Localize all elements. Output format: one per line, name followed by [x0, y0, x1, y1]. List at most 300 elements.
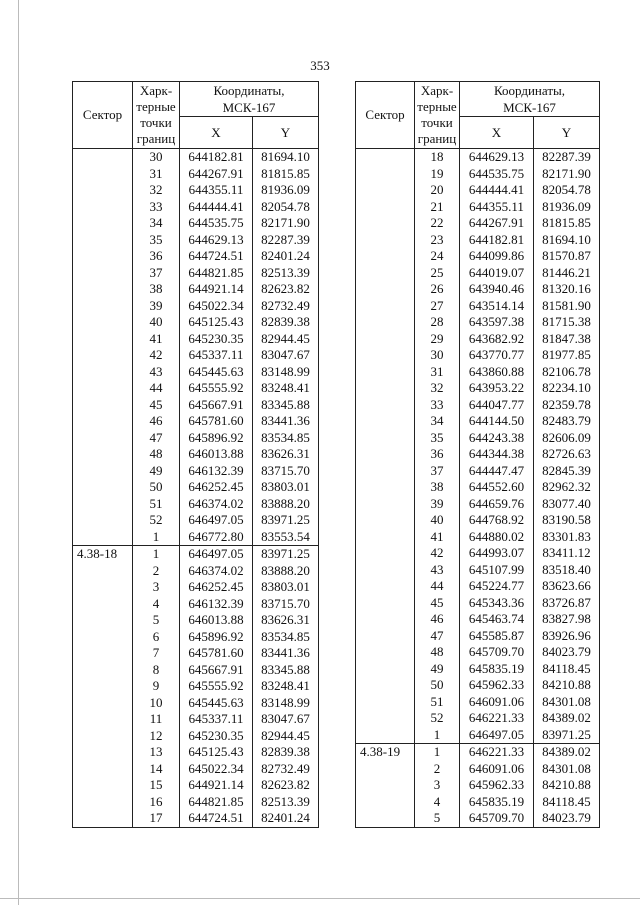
sector-cell	[356, 298, 415, 315]
y-cell: 83926.96	[534, 628, 600, 645]
table-row	[356, 364, 600, 381]
table-row	[73, 314, 319, 331]
table-row	[73, 248, 319, 265]
table-row	[73, 777, 319, 794]
table-row	[356, 265, 600, 282]
sector-cell	[73, 579, 133, 596]
x-cell: 644724.51	[180, 810, 253, 827]
table-row	[356, 479, 600, 496]
y-cell: 82513.39	[253, 794, 319, 811]
sector-cell	[73, 529, 133, 546]
x-cell: 645343.36	[460, 595, 534, 612]
table-row	[73, 430, 319, 447]
x-cell: 644629.13	[180, 232, 253, 249]
point-cell: 47	[415, 628, 460, 645]
sector-cell	[356, 232, 415, 249]
y-cell: 84210.88	[534, 777, 600, 794]
y-cell: 83534.85	[253, 430, 319, 447]
point-cell: 40	[133, 314, 180, 331]
x-cell: 644921.14	[180, 777, 253, 794]
sector-cell	[73, 695, 133, 712]
x-cell: 644182.81	[460, 232, 534, 249]
x-cell: 643860.88	[460, 364, 534, 381]
point-cell: 17	[133, 810, 180, 827]
sector-cell	[356, 166, 415, 183]
table-row	[356, 215, 600, 232]
page-left-edge	[18, 0, 19, 905]
table-row	[73, 347, 319, 364]
x-cell: 645667.91	[180, 397, 253, 414]
sector-cell	[73, 397, 133, 414]
y-cell: 82234.10	[534, 380, 600, 397]
table-row	[73, 149, 319, 166]
y-cell: 83148.99	[253, 695, 319, 712]
y-cell: 84023.79	[534, 810, 600, 827]
x-cell: 645445.63	[180, 364, 253, 381]
table-row	[356, 677, 600, 694]
y-cell: 83411.12	[534, 545, 600, 562]
x-cell: 644344.38	[460, 446, 534, 463]
table-row	[73, 728, 319, 745]
point-cell: 30	[415, 347, 460, 364]
sector-cell	[356, 380, 415, 397]
sector-cell	[73, 463, 133, 480]
x-cell: 645022.34	[180, 298, 253, 315]
point-cell: 24	[415, 248, 460, 265]
y-cell: 83441.36	[253, 645, 319, 662]
sector-cell	[73, 380, 133, 397]
point-cell: 5	[415, 810, 460, 827]
sector-cell	[356, 677, 415, 694]
x-cell: 645585.87	[460, 628, 534, 645]
point-cell: 50	[133, 479, 180, 496]
x-cell: 643953.22	[460, 380, 534, 397]
y-cell: 82623.82	[253, 281, 319, 298]
point-cell: 37	[133, 265, 180, 282]
sector-cell	[356, 512, 415, 529]
sector-cell	[356, 529, 415, 546]
sector-cell	[73, 512, 133, 529]
table-row	[356, 380, 600, 397]
y-cell: 84118.45	[534, 661, 600, 678]
x-cell: 646772.80	[180, 529, 253, 546]
sector-header: Сектор	[73, 82, 133, 149]
point-header: Харк- терные точки границ	[415, 82, 460, 149]
point-cell: 2	[415, 761, 460, 778]
sector-cell	[73, 479, 133, 496]
sector-cell	[356, 347, 415, 364]
x-cell: 645337.11	[180, 711, 253, 728]
table-row	[356, 347, 600, 364]
x-header: X	[180, 117, 253, 149]
table-row	[73, 711, 319, 728]
table-row	[356, 710, 600, 727]
y-cell: 81715.38	[534, 314, 600, 331]
table-row	[356, 744, 600, 761]
sector-cell	[356, 479, 415, 496]
sector-cell	[73, 761, 133, 778]
sector-cell	[356, 562, 415, 579]
y-cell: 83345.88	[253, 662, 319, 679]
y-cell: 81694.10	[534, 232, 600, 249]
table-row	[356, 232, 600, 249]
point-cell: 31	[415, 364, 460, 381]
sector-cell	[73, 678, 133, 695]
point-cell: 49	[415, 661, 460, 678]
point-cell: 32	[415, 380, 460, 397]
table-row	[356, 578, 600, 595]
table-row	[356, 761, 600, 778]
x-cell: 645781.60	[180, 645, 253, 662]
x-cell: 644724.51	[180, 248, 253, 265]
point-cell: 35	[415, 430, 460, 447]
sector-cell	[73, 199, 133, 216]
y-cell: 83971.25	[534, 727, 600, 744]
sector-cell	[73, 298, 133, 315]
table-row	[356, 446, 600, 463]
y-cell: 84389.02	[534, 710, 600, 727]
x-cell: 644993.07	[460, 545, 534, 562]
sector-cell	[356, 545, 415, 562]
y-cell: 83047.67	[253, 711, 319, 728]
point-cell: 15	[133, 777, 180, 794]
y-cell: 84301.08	[534, 761, 600, 778]
sector-cell	[356, 761, 415, 778]
sector-cell	[73, 777, 133, 794]
table-row	[73, 529, 319, 546]
point-cell: 48	[415, 644, 460, 661]
point-cell: 38	[415, 479, 460, 496]
point-cell: 18	[415, 149, 460, 166]
x-cell: 644821.85	[180, 265, 253, 282]
y-cell: 82839.38	[253, 314, 319, 331]
sector-cell	[356, 810, 415, 827]
sector-cell	[73, 364, 133, 381]
table-row	[356, 644, 600, 661]
point-header: Харк- терные точки границ	[133, 82, 180, 149]
table-row	[356, 463, 600, 480]
y-cell: 81320.16	[534, 281, 600, 298]
y-cell: 83190.58	[534, 512, 600, 529]
y-cell: 81936.09	[534, 199, 600, 216]
point-cell: 27	[415, 298, 460, 315]
sector-cell: 4.38-19	[356, 744, 415, 761]
y-cell: 83301.83	[534, 529, 600, 546]
x-cell: 644447.47	[460, 463, 534, 480]
sector-cell	[356, 578, 415, 595]
y-cell: 83715.70	[253, 463, 319, 480]
table-row	[73, 794, 319, 811]
table-row	[356, 512, 600, 529]
sector-cell	[356, 182, 415, 199]
sector-cell	[356, 430, 415, 447]
y-cell: 81694.10	[253, 149, 319, 166]
y-header: Y	[534, 117, 600, 149]
table-row	[73, 563, 319, 580]
sector-cell	[356, 710, 415, 727]
y-cell: 83518.40	[534, 562, 600, 579]
table-row	[356, 611, 600, 628]
sector-cell	[73, 629, 133, 646]
y-cell: 82483.79	[534, 413, 600, 430]
sector-cell	[73, 662, 133, 679]
table-row	[356, 281, 600, 298]
x-cell: 644629.13	[460, 149, 534, 166]
x-cell: 644921.14	[180, 281, 253, 298]
table-row	[356, 149, 600, 166]
table-row	[73, 744, 319, 761]
point-cell: 51	[415, 694, 460, 711]
point-cell: 45	[133, 397, 180, 414]
sector-cell	[356, 463, 415, 480]
y-cell: 83623.66	[534, 578, 600, 595]
x-cell: 645835.19	[460, 794, 534, 811]
x-cell: 643597.38	[460, 314, 534, 331]
x-cell: 646252.45	[180, 579, 253, 596]
x-cell: 646091.06	[460, 761, 534, 778]
x-cell: 645125.43	[180, 314, 253, 331]
point-cell: 20	[415, 182, 460, 199]
sector-cell	[356, 777, 415, 794]
sector-cell	[356, 611, 415, 628]
y-cell: 81446.21	[534, 265, 600, 282]
point-cell: 42	[415, 545, 460, 562]
y-cell: 82839.38	[253, 744, 319, 761]
sector-cell	[73, 232, 133, 249]
table-row	[73, 496, 319, 513]
y-cell: 82401.24	[253, 248, 319, 265]
sector-cell	[73, 182, 133, 199]
y-cell: 82401.24	[253, 810, 319, 827]
y-cell: 83971.25	[253, 546, 319, 563]
table-row	[73, 215, 319, 232]
y-cell: 83888.20	[253, 496, 319, 513]
y-cell: 84301.08	[534, 694, 600, 711]
y-cell: 84210.88	[534, 677, 600, 694]
table-row	[356, 248, 600, 265]
y-cell: 81570.87	[534, 248, 600, 265]
table-row	[73, 265, 319, 282]
x-cell: 645445.63	[180, 695, 253, 712]
x-cell: 644099.86	[460, 248, 534, 265]
sector-cell	[356, 248, 415, 265]
sector-cell	[356, 694, 415, 711]
table-row	[356, 199, 600, 216]
point-cell: 34	[133, 215, 180, 232]
table-row	[356, 595, 600, 612]
y-cell: 83047.67	[253, 347, 319, 364]
x-cell: 645896.92	[180, 430, 253, 447]
x-cell: 646132.39	[180, 596, 253, 613]
x-cell: 645709.70	[460, 644, 534, 661]
point-cell: 47	[133, 430, 180, 447]
y-header: Y	[253, 117, 319, 149]
table-row	[73, 199, 319, 216]
sector-cell	[356, 199, 415, 216]
sector-cell	[73, 728, 133, 745]
coordinates-header: Координаты, МСК-167	[180, 82, 319, 117]
y-cell: 81815.85	[534, 215, 600, 232]
point-cell: 37	[415, 463, 460, 480]
point-cell: 21	[415, 199, 460, 216]
table-row	[73, 182, 319, 199]
coordinates-table-left	[72, 81, 319, 828]
point-cell: 6	[133, 629, 180, 646]
y-cell: 82732.49	[253, 761, 319, 778]
point-cell: 43	[415, 562, 460, 579]
table-row	[73, 629, 319, 646]
y-cell: 82171.90	[253, 215, 319, 232]
point-cell: 36	[415, 446, 460, 463]
sector-cell	[73, 744, 133, 761]
page-bottom-edge	[0, 898, 640, 899]
table-row	[73, 810, 319, 827]
table-row	[356, 777, 600, 794]
x-cell: 645962.33	[460, 777, 534, 794]
coordinates-table-right	[355, 81, 600, 828]
table-row	[73, 645, 319, 662]
point-cell: 38	[133, 281, 180, 298]
x-cell: 646374.02	[180, 563, 253, 580]
table-row	[73, 331, 319, 348]
sector-cell	[356, 265, 415, 282]
y-cell: 81936.09	[253, 182, 319, 199]
table-row	[356, 694, 600, 711]
point-cell: 40	[415, 512, 460, 529]
point-cell: 52	[415, 710, 460, 727]
point-cell: 1	[415, 744, 460, 761]
point-cell: 41	[133, 331, 180, 348]
x-cell: 646221.33	[460, 710, 534, 727]
point-cell: 30	[133, 149, 180, 166]
y-cell: 82732.49	[253, 298, 319, 315]
page-number: 353	[310, 58, 330, 73]
point-cell: 1	[133, 529, 180, 546]
table-row	[73, 413, 319, 430]
x-cell: 644047.77	[460, 397, 534, 414]
point-cell: 13	[133, 744, 180, 761]
table-row	[356, 331, 600, 348]
x-cell: 645896.92	[180, 629, 253, 646]
table-row	[356, 529, 600, 546]
table-row	[356, 628, 600, 645]
table-row	[356, 562, 600, 579]
y-cell: 82513.39	[253, 265, 319, 282]
sector-cell	[356, 314, 415, 331]
x-cell: 643682.92	[460, 331, 534, 348]
x-cell: 645230.35	[180, 331, 253, 348]
x-cell: 644267.91	[460, 215, 534, 232]
sector-cell	[356, 496, 415, 513]
y-cell: 84118.45	[534, 794, 600, 811]
table-row	[356, 810, 600, 827]
table-row	[73, 512, 319, 529]
x-cell: 644355.11	[460, 199, 534, 216]
point-cell: 25	[415, 265, 460, 282]
x-cell: 645107.99	[460, 562, 534, 579]
y-cell: 82054.78	[253, 199, 319, 216]
y-cell: 83827.98	[534, 611, 600, 628]
point-cell: 45	[415, 595, 460, 612]
y-cell: 82287.39	[534, 149, 600, 166]
point-cell: 41	[415, 529, 460, 546]
sector-cell: 4.38-18	[73, 546, 133, 563]
table-row	[356, 182, 600, 199]
point-cell: 39	[133, 298, 180, 315]
y-cell: 83553.54	[253, 529, 319, 546]
sector-cell	[356, 661, 415, 678]
x-cell: 646013.88	[180, 612, 253, 629]
point-cell: 1	[133, 546, 180, 563]
point-cell: 42	[133, 347, 180, 364]
point-cell: 39	[415, 496, 460, 513]
sector-cell	[73, 347, 133, 364]
sector-cell	[356, 149, 415, 166]
sector-cell	[356, 644, 415, 661]
x-cell: 645337.11	[180, 347, 253, 364]
sector-cell	[73, 248, 133, 265]
sector-cell	[356, 595, 415, 612]
x-cell: 645022.34	[180, 761, 253, 778]
x-cell: 644144.50	[460, 413, 534, 430]
table-row	[73, 166, 319, 183]
coordinates-header: Координаты, МСК-167	[460, 82, 600, 117]
y-cell: 83971.25	[253, 512, 319, 529]
sector-cell	[73, 596, 133, 613]
y-cell: 82171.90	[534, 166, 600, 183]
x-cell: 644821.85	[180, 794, 253, 811]
point-cell: 49	[133, 463, 180, 480]
point-cell: 23	[415, 232, 460, 249]
sector-cell	[356, 794, 415, 811]
sector-cell	[356, 364, 415, 381]
table-row	[356, 314, 600, 331]
point-cell: 50	[415, 677, 460, 694]
y-cell: 83148.99	[253, 364, 319, 381]
point-cell: 9	[133, 678, 180, 695]
x-cell: 645709.70	[460, 810, 534, 827]
table-row	[356, 166, 600, 183]
sector-cell	[73, 496, 133, 513]
point-cell: 43	[133, 364, 180, 381]
table-row	[73, 446, 319, 463]
x-cell: 644444.41	[460, 182, 534, 199]
table-row	[73, 546, 319, 563]
y-cell: 83715.70	[253, 596, 319, 613]
x-cell: 646252.45	[180, 479, 253, 496]
x-cell: 643514.14	[460, 298, 534, 315]
point-cell: 14	[133, 761, 180, 778]
y-cell: 81581.90	[534, 298, 600, 315]
point-cell: 28	[415, 314, 460, 331]
y-cell: 82623.82	[253, 777, 319, 794]
y-cell: 82944.45	[253, 331, 319, 348]
x-header: X	[460, 117, 534, 149]
sector-cell	[73, 794, 133, 811]
point-cell: 36	[133, 248, 180, 265]
sector-cell	[73, 563, 133, 580]
table-row	[356, 496, 600, 513]
y-cell: 83803.01	[253, 579, 319, 596]
point-cell: 11	[133, 711, 180, 728]
x-cell: 646374.02	[180, 496, 253, 513]
table-row	[356, 397, 600, 414]
x-cell: 644768.92	[460, 512, 534, 529]
sector-cell	[356, 281, 415, 298]
sector-cell	[73, 331, 133, 348]
point-cell: 4	[415, 794, 460, 811]
point-cell: 34	[415, 413, 460, 430]
